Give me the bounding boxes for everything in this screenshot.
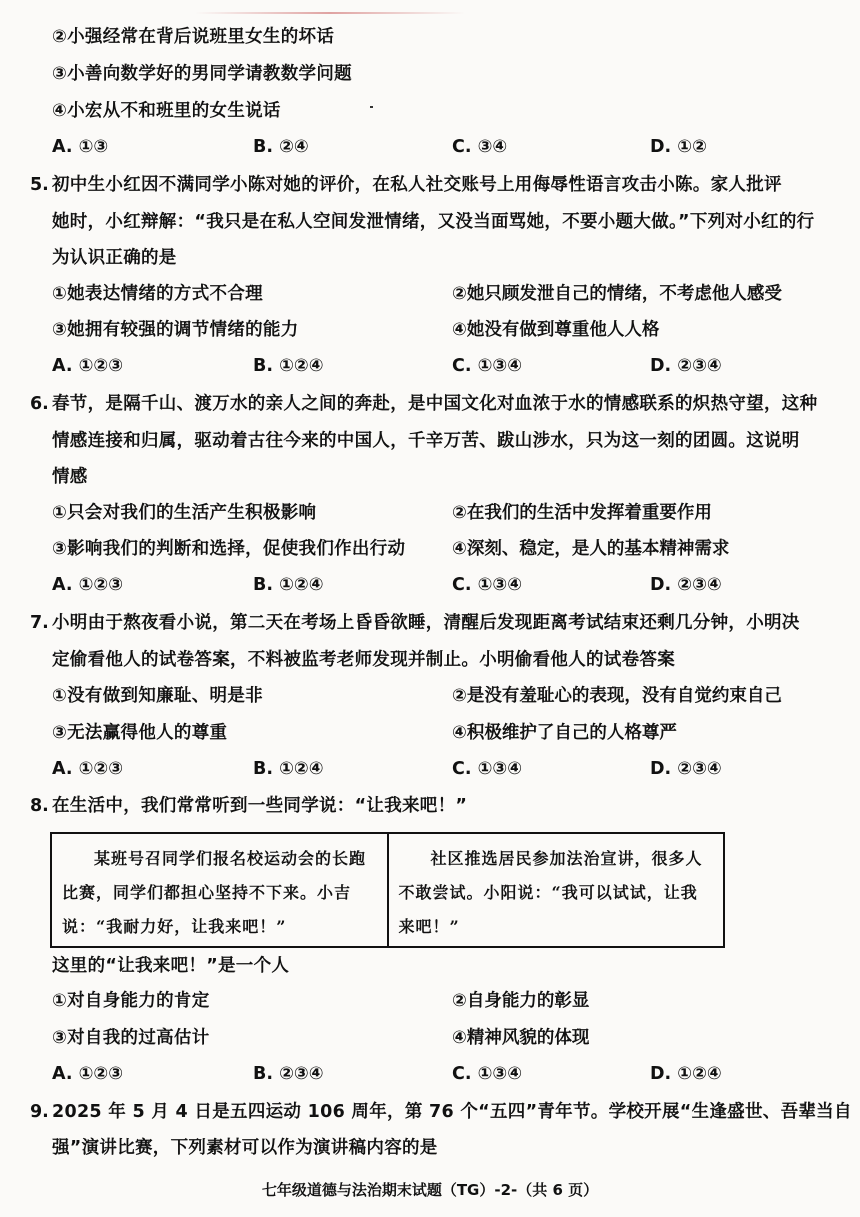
q6-option-a[interactable]: A. ①②③ xyxy=(52,575,124,595)
q4-option-c[interactable]: C. ③④ xyxy=(452,137,508,157)
q6-stem-line-1: 春节，是隔千山、渡万水的亲人之间的奔赴，是中国文化对血浓于水的情感联系的炽热守望，这种 xyxy=(52,394,818,414)
q7-item-4: ④积极维护了自己的人格尊严 xyxy=(452,723,677,743)
q7-item-1: ①没有做到知廉耻、明是非 xyxy=(52,686,263,706)
q8-item-3: ③对自我的过高估计 xyxy=(52,1028,210,1048)
q8-after-text: 这里的“让我来吧！”是一个人 xyxy=(52,956,290,976)
q5-stem-line-2: 她时，小红辩解：“我只是在私人空间发泄情绪，又没当面骂她，不要小题大做。”下列对小红的行 xyxy=(52,212,815,232)
q4-item-2: ②小强经常在背后说班里女生的坏话 xyxy=(52,27,335,47)
q7-item-3: ③无法赢得他人的尊重 xyxy=(52,723,228,743)
q5-option-b[interactable]: B. ①②④ xyxy=(253,356,324,376)
q7-stem-line-1: 小明由于熬夜看小说，第二天在考场上昏昏欲睡，清醒后发现距离考试结束还剩几分钟，小明决 xyxy=(52,613,800,633)
q7-option-a[interactable]: A. ①②③ xyxy=(52,759,124,779)
q7-stem-line-2: 定偷看他人的试卷答案，不料被监考老师发现并制止。小明偷看他人的试卷答案 xyxy=(52,650,675,670)
q8-material-right xyxy=(387,834,724,946)
q6-item-4: ④深刻、稳定，是人的基本精神需求 xyxy=(452,539,730,559)
page-footer: 七年级道德与法治期末试题（TG）-2-（共 6 页） xyxy=(261,1181,599,1199)
q8-item-4: ④精神风貌的体现 xyxy=(452,1028,590,1048)
q5-item-3: ③她拥有较强的调节情绪的能力 xyxy=(52,320,299,340)
q9-stem-line-2: 强”演讲比赛，下列素材可以作为演讲稿内容的是 xyxy=(52,1138,438,1158)
q6-number: 6. xyxy=(30,394,49,414)
q9-stem-line-1: 2025 年 5 月 4 日是五四运动 106 周年，第 76 个“五四”青年节。学校开展“生逢盛世、吾辈当自 xyxy=(52,1102,852,1122)
q5-item-2: ②她只顾发泄自己的情绪，不考虑他人感受 xyxy=(452,284,782,304)
q8-option-a[interactable]: A. ①②③ xyxy=(52,1064,124,1084)
q4-item-4: ④小宏从不和班里的女生说话 xyxy=(52,101,281,121)
q4-option-b[interactable]: B. ②④ xyxy=(253,137,309,157)
q8-material-right-text: 社区推选居民参加法治宣讲，很多人不敢尝试。小阳说：“我可以试试，让我来吧！” xyxy=(398,849,703,936)
q6-stem-line-2: 情感连接和归属，驱动着古往今来的中国人，千辛万苦、跋山涉水，只为这一刻的团圆。这说明 xyxy=(52,431,800,451)
q8-option-d[interactable]: D. ①②④ xyxy=(650,1064,722,1084)
q5-item-4: ④她没有做到尊重他人人格 xyxy=(452,320,660,340)
q4-option-a[interactable]: A. ①③ xyxy=(52,137,109,157)
q6-stem-line-3: 情感 xyxy=(52,467,88,487)
q4-item-3: ③小善向数学好的男同学请教数学问题 xyxy=(52,64,352,84)
q6-option-b[interactable]: B. ①②④ xyxy=(253,575,324,595)
q6-item-1: ①只会对我们的生活产生积极影响 xyxy=(52,503,317,523)
q5-option-c[interactable]: C. ①③④ xyxy=(452,356,523,376)
q5-stem-line-1: 初中生小红因不满同学小陈对她的评价，在私人社交账号上用侮辱性语言攻击小陈。家人批评 xyxy=(52,175,782,195)
q8-material-left xyxy=(52,834,387,946)
q6-option-d[interactable]: D. ②③④ xyxy=(650,575,722,595)
q7-option-b[interactable]: B. ①②④ xyxy=(253,759,324,779)
q8-material-table xyxy=(50,832,725,948)
q4-option-d[interactable]: D. ①② xyxy=(650,137,707,157)
scan-speck xyxy=(370,106,373,108)
q7-item-2: ②是没有羞耻心的表现，没有自觉约束自己 xyxy=(452,686,782,706)
q8-option-c[interactable]: C. ①③④ xyxy=(452,1064,523,1084)
q8-item-2: ②自身能力的彰显 xyxy=(452,991,590,1011)
q6-item-2: ②在我们的生活中发挥着重要作用 xyxy=(452,503,712,523)
q7-option-c[interactable]: C. ①③④ xyxy=(452,759,523,779)
q9-number: 9. xyxy=(30,1102,49,1122)
top-edge-mark xyxy=(195,12,465,14)
q7-option-d[interactable]: D. ②③④ xyxy=(650,759,722,779)
q8-number: 8. xyxy=(30,796,49,816)
q5-item-1: ①她表达情绪的方式不合理 xyxy=(52,284,263,304)
q5-stem-line-3: 为认识正确的是 xyxy=(52,248,177,268)
q8-material-left-text: 某班号召同学们报名校运动会的长跑比赛，同学们都担心坚持不下来。小吉说：“我耐力好，让我来吧！” xyxy=(62,849,367,936)
q8-item-1: ①对自身能力的肯定 xyxy=(52,991,210,1011)
q6-item-3: ③影响我们的判断和选择，促使我们作出行动 xyxy=(52,539,406,559)
q7-number: 7. xyxy=(30,613,49,633)
q5-number: 5. xyxy=(30,175,49,195)
q5-option-d[interactable]: D. ②③④ xyxy=(650,356,722,376)
q8-stem: 在生活中，我们常常听到一些同学说：“让我来吧！” xyxy=(52,796,468,816)
q8-option-b[interactable]: B. ②③④ xyxy=(253,1064,324,1084)
q5-option-a[interactable]: A. ①②③ xyxy=(52,356,124,376)
q6-option-c[interactable]: C. ①③④ xyxy=(452,575,523,595)
